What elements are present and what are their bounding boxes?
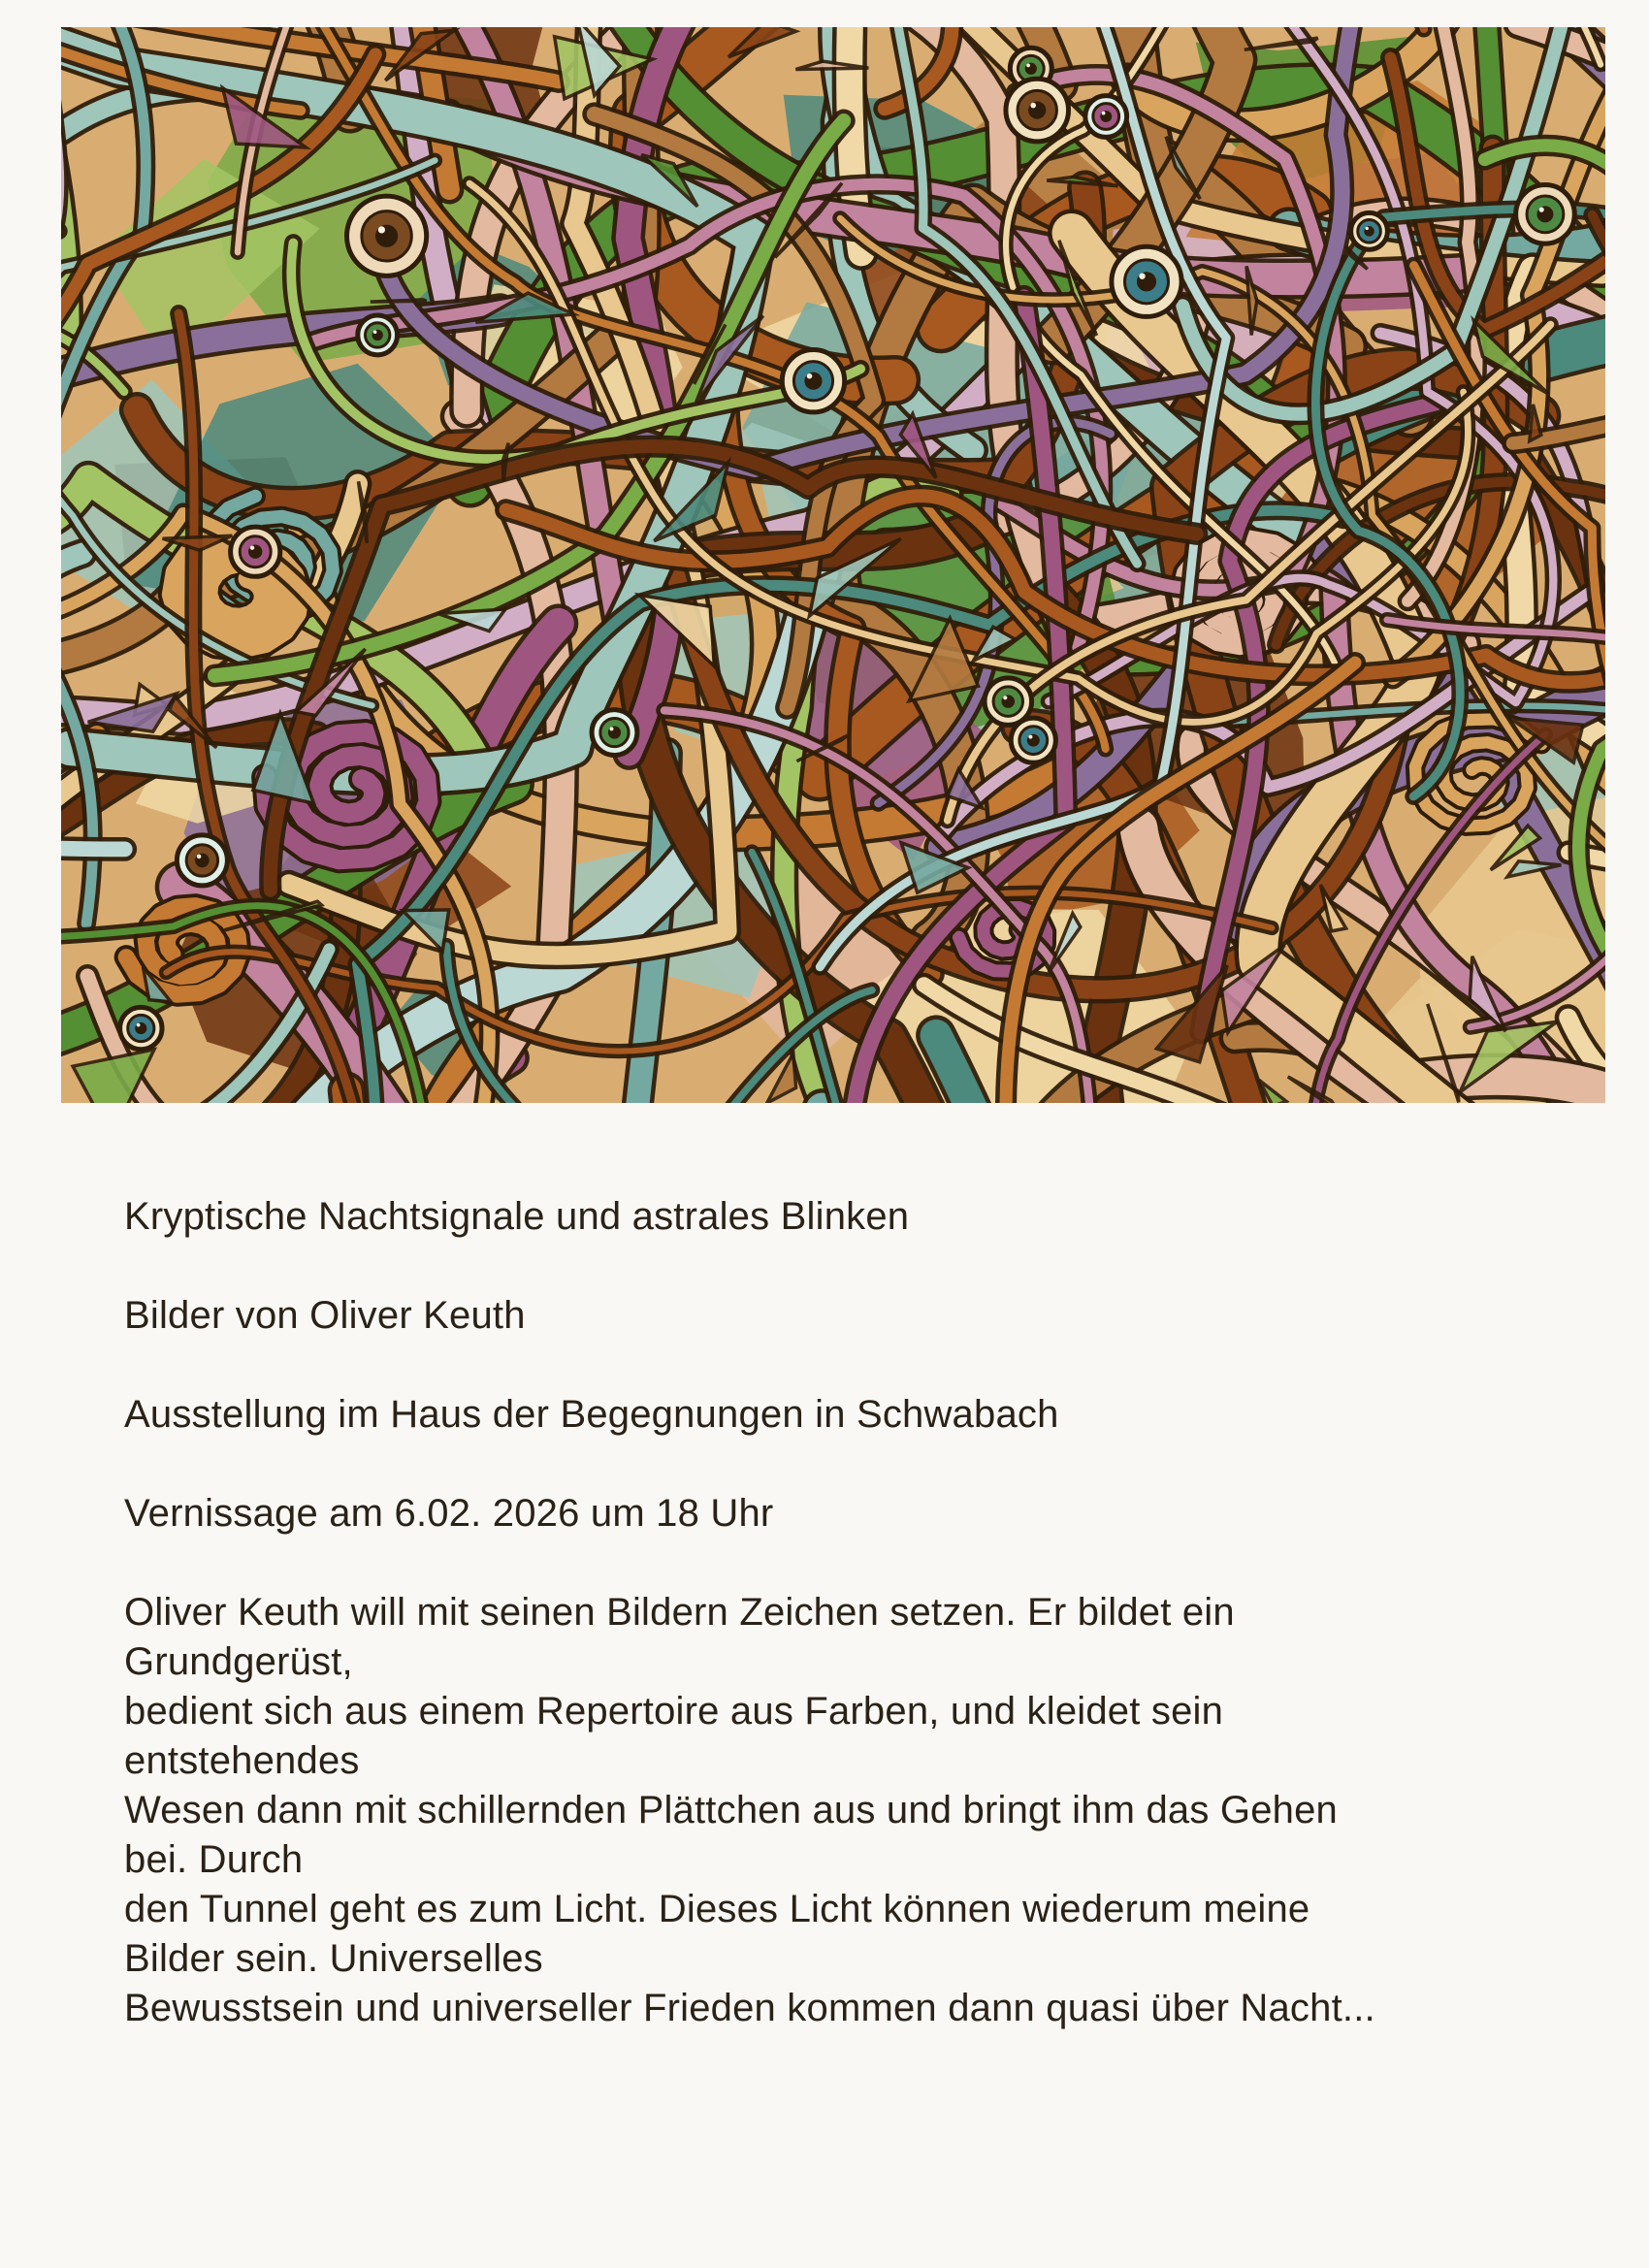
description-line: Grundgerüst, [124,1640,353,1683]
announcement-text-block [124,1192,1599,2033]
exhibition-venue-line: Ausstellung im Haus der Begegnungen in Schwabach [124,1393,1059,1436]
description-line: bedient sich aus einem Repertoire aus Farben, und kleidet sein [124,1690,1224,1733]
description-line: Bilder sein. Universelles [124,1937,543,1980]
exhibition-description [124,1588,1599,2033]
description-line: bei. Durch [124,1838,304,1881]
description-line: Bewusstsein und universeller Frieden kommen dann quasi über Nacht... [124,1987,1375,2029]
exhibition-artist-line: Bilder von Oliver Keuth [124,1294,526,1337]
description-line: entstehendes [124,1739,360,1782]
exhibition-artwork-image [61,27,1605,1103]
description-line: Wesen dann mit schillernden Plättchen aus und bringt ihm das Gehen [124,1789,1338,1831]
description-line: Oliver Keuth will mit seinen Bildern Zeichen setzen. Er bildet ein [124,1591,1235,1634]
abstract-artwork-svg [61,27,1605,1103]
description-line: den Tunnel geht es zum Licht. Dieses Licht können wiederum meine [124,1888,1310,1930]
exhibition-vernissage-line: Vernissage am 6.02. 2026 um 18 Uhr [124,1492,774,1535]
exhibition-title: Kryptische Nachtsignale und astrales Blinken [124,1195,910,1238]
